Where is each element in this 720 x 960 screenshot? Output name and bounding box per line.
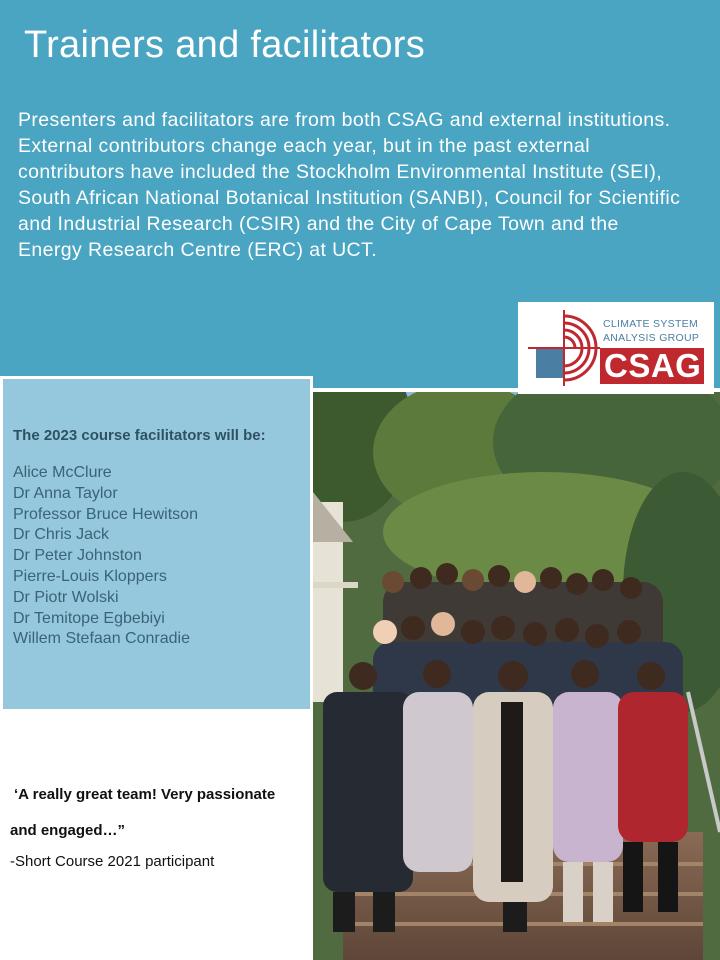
facilitator-name: Dr Peter Johnston: [13, 547, 142, 565]
facilitators-heading: The 2023 course facilitators will be:: [13, 427, 266, 444]
quote-attribution: -Short Course 2021 participant: [10, 853, 215, 870]
csag-logo: [518, 302, 714, 394]
quote-line-2: and engaged…”: [10, 822, 126, 839]
group-photo-illustration: [313, 392, 720, 960]
logo-wordmark: CSAG: [604, 347, 702, 384]
facilitator-name: Alice McClure: [13, 464, 112, 481]
facilitator-name: Professor Bruce Hewitson: [13, 505, 198, 523]
facilitator-name: Dr Piotr Wolski: [13, 588, 119, 606]
page-title: Trainers and facilitators: [24, 24, 426, 66]
logo-line-1: CLIMATE SYSTEM: [603, 318, 699, 330]
csag-logo-mark-icon: [528, 310, 600, 386]
intro-paragraph: Presenters and facilitators are from both CSAG and external institutions. External contributors change each year, but in the past external contributors have included the Stockholm Environmental Institute (SEI), South African National Botanical Institution (SANBI), Council for Scientific and Industrial Research (CSIR) and the City of Cape Town and the Energy Research Centre (ERC) at UCT.: [18, 109, 681, 261]
facilitator-name: Pierre-Louis Kloppers: [13, 567, 167, 585]
group-photo: [313, 392, 720, 960]
facilitators-panel: [0, 376, 313, 712]
facilitator-name: Dr Anna Taylor: [13, 484, 118, 502]
quote-line-1: ‘A really great team! Very passionate: [14, 786, 276, 803]
facilitator-name: Dr Chris Jack: [13, 526, 110, 544]
facilitator-name: Dr Temitope Egbebiyi: [13, 609, 165, 627]
facilitator-name: Willem Stefaan Conradie: [13, 630, 190, 648]
facilitator-list: [13, 463, 198, 650]
logo-line-2: ANALYSIS GROUP: [603, 332, 700, 344]
